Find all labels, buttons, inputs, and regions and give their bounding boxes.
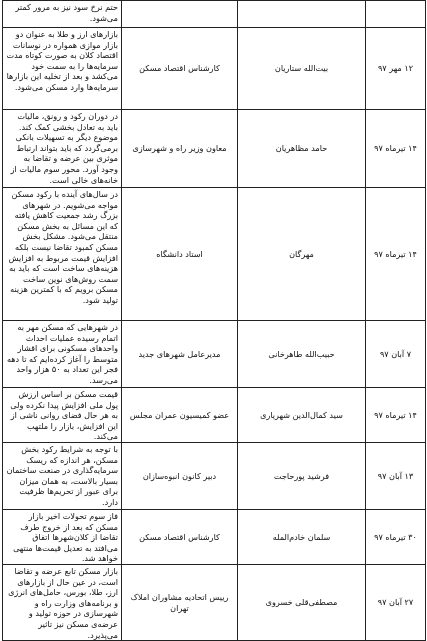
quote-cell: قیمت مسکن بر اساس ارزش پول ملی افزایش پیدا نکرده ولی به هر حال فضای روانی ناشی از این افزایش، بازار را ملتهب می‌کند. — [3, 388, 122, 443]
role-cell: عضو کمیسیون عمران مجلس — [122, 388, 238, 443]
date-cell: ۱۴ تیرماه ۹۷ — [366, 188, 426, 321]
quote-cell: در دوران رکود و رونق، مالیات باید به تعادل بخشی کمک کند. موضوع دیگر به تسهیلات بانکی برمی‌گردد که باید بتواند ارتباط موثری بین عرضه و تقاضا به وجود آورد. محور سوم مالیات از خانه‌های خالی است. — [3, 110, 122, 188]
date-cell — [366, 1, 426, 28]
quote-cell: حتم نرخ سود نیز به مرور کمتر می‌شود. — [3, 1, 122, 28]
role-cell: استاد دانشگاه — [122, 188, 238, 321]
quote-cell: فاز سوم تحولات اخیر بازار مسکن که بعد از خروج طرف تقاضا از کلان‌شهرها اتفاق می‌افتد به تعدیل قیمت‌ها منتهی خواهد شد. — [3, 510, 122, 565]
date-cell: ۱۲ مهر ۹۷ — [366, 28, 426, 110]
name-cell: فرشید پورحاجت — [238, 443, 366, 510]
date-cell: ۱۴ تیرماه ۹۷ — [366, 110, 426, 188]
date-cell: ۱۴ تیرماه ۹۷ — [366, 388, 426, 443]
role-cell — [122, 1, 238, 28]
role-cell: کارشناس اقتصاد مسکن — [122, 28, 238, 110]
table-row — [3, 443, 426, 510]
date-cell: ۱۳ آبان ۹۷ — [366, 443, 426, 510]
role-cell: دبیر کانون انبوه‌سازان — [122, 443, 238, 510]
table-row — [3, 188, 426, 321]
quote-cell: بازارهای ارز و طلا به عنوان دو بازار موازی همواره در نوسانات اقتصاد کلان به صورت کوتاه مدت سرمایه‌ها را به سمت خود می‌کشد و بعد از تخلیه این بازارها سرمایه‌ها وارد مسکن می‌شود. — [3, 28, 122, 110]
table-row — [3, 565, 426, 641]
statements-table — [2, 0, 426, 641]
quote-cell: با توجه به شرایط رکود بخش مسکن، هر اندازه که ریسک سرمایه‌گذاری در صنعت ساختمان بسیار بالاست، به همان میزان برای عبور از تحریم‌ها ظرفیت دارد. — [3, 443, 122, 510]
table-row — [3, 321, 426, 388]
name-cell: سید کمال‌الدین شهریاری — [238, 388, 366, 443]
table-row — [3, 1, 426, 28]
role-cell: کارشناس اقتصاد مسکن — [122, 510, 238, 565]
name-cell: بیت‌الله ستاریان — [238, 28, 366, 110]
role-cell: معاون وزیر راه و شهرسازی — [122, 110, 238, 188]
name-cell: مهرگان — [238, 188, 366, 321]
date-cell: ۳۰ تیرماه ۹۷ — [366, 510, 426, 565]
quote-cell: در شهرهایی که مسکن مهر به اتمام رسیده عملیات احداث واحدهای مسکونی برای اقشار متوسط را آغاز کرده‌ایم که تا دهه فجر این تعداد به ۵۰ هزار واحد می‌رسد. — [3, 321, 122, 388]
name-cell: مصطفی‌قلی خسروی — [238, 565, 366, 641]
name-cell: سلمان خادم‌المله — [238, 510, 366, 565]
name-cell — [238, 1, 366, 28]
table-row — [3, 28, 426, 110]
date-cell: ۷ آبان ۹۷ — [366, 321, 426, 388]
name-cell: حامد مظاهریان — [238, 110, 366, 188]
table-row — [3, 110, 426, 188]
name-cell: حبیب‌الله طاهرخانی — [238, 321, 366, 388]
date-cell: ۲۷ آبان ۹۷ — [366, 565, 426, 641]
table-row — [3, 510, 426, 565]
role-cell: رییس اتحادیه مشاوران املاک تهران — [122, 565, 238, 641]
quote-cell: بازار مسکن تابع عرضه و تقاضا است، در عین حال از بازارهای ارز، طلا، بورس، حامل‌های انرژی و برنامه‌های وزارت راه و شهرسازی در حوزه تولید و عرضه‌ی مسکن نیز تاثیر می‌پذیرد. — [3, 565, 122, 641]
table-row — [3, 388, 426, 443]
quote-cell: در سال‌های آینده با رکود مسکن مواجه می‌شویم. در شهرهای بزرگ رشد جمعیت کاهش یافته که این مسائل به بخش مسکن منتقل می‌شود. مشکل بخش مسکن کمبود تقاضا نیست بلکه افزایش قیمت مربوط به افزایش هزینه‌های ساخت است که باید به سمت روش‌های نوین ساخت مسکن برویم که با کمترین هزینه تولید شود. — [3, 188, 122, 321]
role-cell: مدیرعامل شهرهای جدید — [122, 321, 238, 388]
